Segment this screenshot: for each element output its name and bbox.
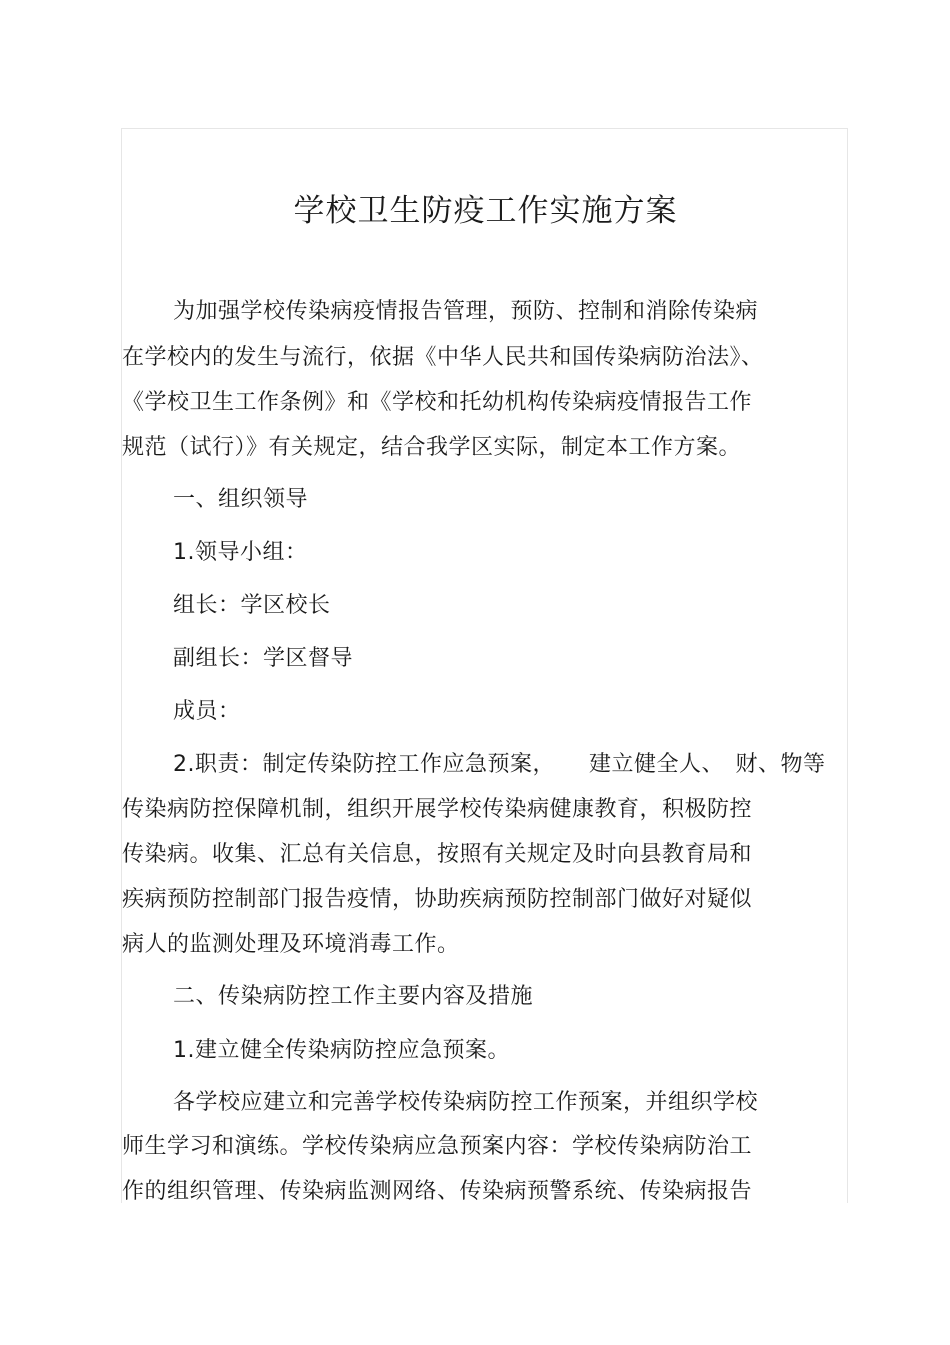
paragraph-line: 副组长：学区督导 [173, 646, 354, 671]
paragraph-line: 《学校卫生工作条例》和《学校和托幼机构传染病疫情报告工作 [122, 390, 753, 415]
document-page [121, 128, 848, 1203]
subsection-heading: 1.领导小组： [173, 540, 308, 565]
paragraph-line: 作的组织管理、传染病监测网络、传染病预警系统、传染病报告 [122, 1179, 753, 1204]
paragraph-line: 各学校应建立和完善学校传染病防控工作预案，并组织学校 [173, 1090, 759, 1115]
section-heading: 二、传染病防控工作主要内容及措施 [173, 984, 534, 1009]
paragraph-line: 为加强学校传染病疫情报告管理，预防、控制和消除传染病 [173, 299, 759, 324]
paragraph-line: 师生学习和演练。学校传染病应急预案内容：学校传染病防治工 [122, 1134, 753, 1159]
document-title: 学校卫生防疫工作实施方案 [293, 193, 678, 229]
section-heading: 一、组织领导 [173, 487, 309, 512]
paragraph-line: 传染病防控保障机制，组织开展学校传染病健康教育，积极防控 [122, 797, 753, 822]
paragraph-line: 组长：学区校长 [173, 593, 331, 618]
paragraph-line: 疾病预防控制部门报告疫情，协助疾病预防控制部门做好对疑似 [122, 887, 753, 912]
paragraph-line: 2.职责：制定传染防控工作应急预案， 建立健全人、 财、物等 [173, 752, 826, 777]
paragraph-line: 病人的监测处理及环境消毒工作。 [122, 932, 460, 957]
paragraph-line: 成员： [173, 699, 241, 724]
paragraph-line: 在学校内的发生与流行，依据《中华人民共和国传染病防治法》、 [122, 345, 764, 370]
paragraph-line: 传染病。收集、汇总有关信息，按照有关规定及时向县教育局和 [122, 842, 753, 867]
subsection-heading: 1.建立健全传染病防控应急预案。 [173, 1038, 510, 1063]
paragraph-line: 规范（试行）》有关规定，结合我学区实际，制定本工作方案。 [122, 435, 742, 460]
